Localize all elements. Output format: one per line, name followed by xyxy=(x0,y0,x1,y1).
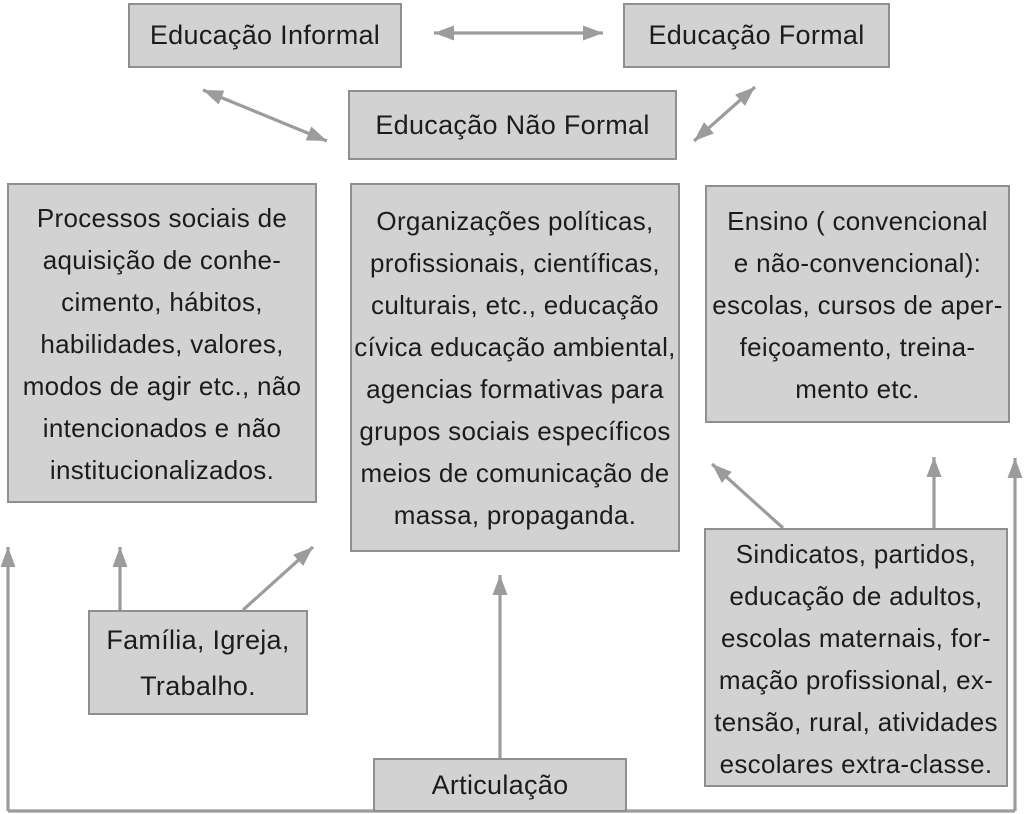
text-line: e não-convencional): xyxy=(733,248,982,278)
text-line: Trabalho. xyxy=(140,670,256,701)
text-line: escolas, cursos de aper- xyxy=(712,290,1003,320)
text-line: educação de adultos, xyxy=(729,581,983,611)
text-line: Sindicatos, partidos, xyxy=(735,539,977,569)
text-line: cimento, hábitos, xyxy=(61,287,263,317)
text-line: profissionais, científicas, xyxy=(370,248,660,278)
node-articulacao xyxy=(373,758,627,812)
node-label: Articulação xyxy=(431,769,569,800)
text-line: escolares extra-classe. xyxy=(719,749,993,779)
text-line: grupos sociais específicos xyxy=(359,416,671,446)
node-processos-sociais xyxy=(7,183,317,503)
text-line: habilidades, valores, xyxy=(40,329,284,359)
node-educacao-nao-formal xyxy=(348,90,677,160)
text-line: Ensino ( convencional xyxy=(727,206,988,236)
text-line: meios de comunicação de xyxy=(360,458,670,488)
node-educacao-formal xyxy=(623,3,890,68)
text-line: Organizações políticas, xyxy=(376,206,654,236)
double-arrow-naoformal-formal xyxy=(694,87,755,141)
text-line: escolas maternais, for- xyxy=(721,623,991,653)
text-line: Processos sociais de xyxy=(36,203,288,233)
arrow-sindicatos-organizacoes xyxy=(712,464,783,528)
text-line: cívica educação ambiental, xyxy=(354,332,676,362)
text-line: modos de agir etc., não xyxy=(22,371,302,401)
arrow-familia-processos-diagonal xyxy=(243,547,313,610)
node-organizacoes xyxy=(350,183,680,552)
node-sindicatos xyxy=(704,528,1008,787)
text-line: intencionados e não xyxy=(42,413,282,443)
text-line: massa, propaganda. xyxy=(393,500,637,530)
text-line: agencias formativas para xyxy=(366,374,664,404)
text-line: feiçoamento, treina- xyxy=(739,332,976,362)
node-label: Educação Informal xyxy=(149,20,381,50)
node-familia-igreja-trabalho xyxy=(88,610,308,715)
text-line: Família, Igreja, xyxy=(106,624,290,655)
text-line: tensão, rural, atividades xyxy=(714,707,998,737)
node-educacao-informal xyxy=(128,3,402,68)
text-line: culturais, etc., educação xyxy=(371,290,659,320)
node-label: Educação Formal xyxy=(648,20,865,50)
text-line: institucionalizados. xyxy=(49,455,275,485)
text-line: mação profissional, ex- xyxy=(718,665,994,695)
text-line: aquisição de conhe- xyxy=(42,245,282,275)
node-label: Educação Não Formal xyxy=(375,109,650,140)
text-line: mento etc. xyxy=(795,374,920,404)
double-arrow-informal-naoformal xyxy=(203,90,327,141)
node-ensino xyxy=(705,185,1010,423)
